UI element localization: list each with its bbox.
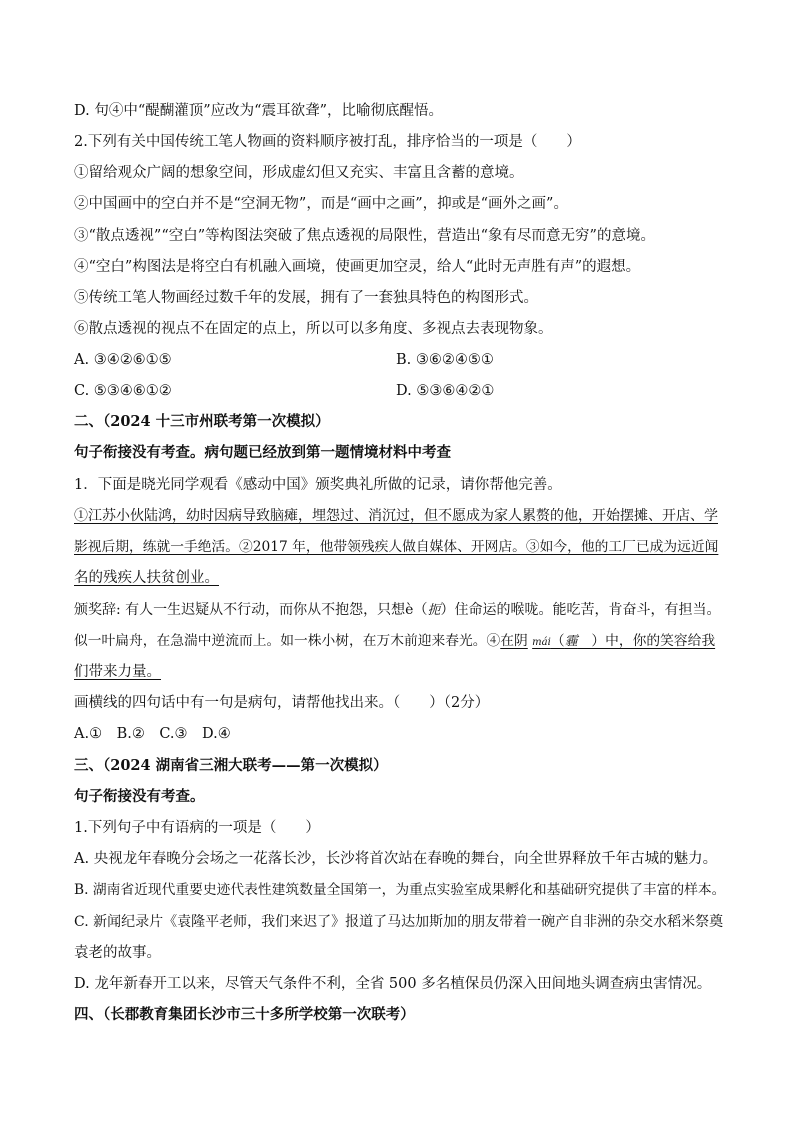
q2-item-4: ④“空白”构图法是将空白有机融入画境，使画更加空灵，给人“此时无声胜有声”的遐想。 <box>74 259 641 275</box>
q2-item-6: ⑥散点透视的视点不在固定的点上，所以可以多角度、多视点去表现物象。 <box>74 321 553 337</box>
award-line1-suffix: ）住命运的喉咙。能吃苦，肯奋斗，有担当。 <box>440 602 721 618</box>
q2-option-b: B. ③⑥②④⑤① <box>396 352 494 368</box>
q2-options-row-2 <box>74 381 724 401</box>
underlined-passage-line-2: 影视后期，练就一手绝活。②2017 年，他带领残疾人做自媒体、开网店。③如今，他的工厂已成为远近闻 <box>74 539 719 555</box>
underlined-passage-line-3: 名的残疾人扶贫创业。 <box>74 570 219 586</box>
section2-question: 画横线的四句话中有一句是病句，请帮他找出来。（ ）（2分） <box>74 695 490 711</box>
section3-option-c-line-1: C. 新闻纪录片《袁隆平老师，我们来迟了》报道了马达加斯加的朋友带着一碗产自非洲的杂交水稻米祭奠 <box>74 914 724 930</box>
section2-note: 句子衔接没有考查。病句题已经放到第一题情境材料中考查 <box>74 444 451 461</box>
underlined-passage-line-1: ①江苏小伙陆鸿，幼时因病导致脑瘫，埋怨过、消沉过，但不愿成为家人累赘的他，开始摆摊、开店、学 <box>74 508 718 524</box>
section3-option-c-line-2: 袁老的故事。 <box>74 945 161 961</box>
award-line2-underlined: 在阴 <box>500 633 528 649</box>
section3-note: 句子衔接没有考查。 <box>74 788 205 805</box>
section3-heading: 三、（2024 湖南省三湘大联考——第一次模拟） <box>74 757 388 774</box>
section3-option-d: D. 龙年新春开工以来，尽管天气条件不利，全省 500 多名植保员仍深入田间地头调查病虫害情况。 <box>74 976 712 992</box>
pinyin-mai: mái <box>532 637 551 648</box>
q2-item-5: ⑤传统工笔人物画经过数千年的发展，拥有了一套独具特色的构图形式。 <box>74 290 538 306</box>
section3-q1-stem: 1.下列句子中有语病的一项是（ ） <box>74 820 320 836</box>
award-speech-line-3: 们带来力量。 <box>74 664 161 680</box>
award-line1-prefix: 颁奖辞: 有人一生迟疑从不行动，而你从不抱怨，只想è（ <box>74 602 428 618</box>
prev-question-option-d: D. 句④中“醍醐灌顶”应改为“震耳欲聋”，比喻彻底醒悟。 <box>74 103 443 119</box>
award-line2-paren-open: （ <box>550 633 565 649</box>
section2-heading: 二、（2024 十三市州联考第一次模拟） <box>74 413 330 430</box>
q2-option-a: A. ③④②⑥①⑤ <box>74 352 172 368</box>
section3-option-a: A. 央视龙年春晚分会场之一花落长沙，长沙将首次站在春晚的舞台，向全世界释放千年古城的魅力。 <box>74 851 718 867</box>
award-line2-rest: ）中，你的笑容给我 <box>577 633 716 649</box>
award-line2-prefix: 似一叶扁舟，在急湍中逆流而上。如一株小树，在万木前迎来春光。④ <box>74 633 501 649</box>
q2-option-c: C. ⑤③④⑥①② <box>74 383 172 399</box>
handwritten-answer-mai: 霾 <box>564 634 578 649</box>
q2-stem: 2.下列有关中国传统工笔人物画的资料顺序被打乱，排序恰当的一项是（ ） <box>74 134 581 150</box>
award-speech-line-2 <box>74 631 724 653</box>
award-speech-line-1 <box>74 600 724 621</box>
section2-choices: A.① B.② C.③ D.④ <box>74 726 231 742</box>
section3-option-b: B. 湖南省近现代重要史迹代表性建筑数量全国第一，为重点实验室成果孵化和基础研究提供了丰富的样本。 <box>74 882 726 898</box>
q2-item-2: ②中国画中的空白并不是“空洞无物”，而是“画中之画”，抑或是“画外之画”。 <box>74 196 568 212</box>
section4-heading: 四、（长郡教育集团长沙市三十多所学校第一次联考） <box>74 1006 415 1023</box>
q2-item-1: ①留给观众广阔的想象空间，形成虚幻但又充实、丰富且含蓄的意境。 <box>74 165 524 181</box>
q2-item-3: ③“散点透视”“空白”等构图法突破了焦点透视的局限性，营造出“象有尽而意无穷”的意境。 <box>74 228 655 244</box>
handwritten-answer-e: 扼 <box>427 603 441 618</box>
q2-option-d: D. ⑤③⑥④②① <box>396 383 495 399</box>
section2-q1-stem: 1．下面是晓光同学观看《感动中国》颁奖典礼所做的记录，请你帮他完善。 <box>74 477 562 493</box>
q2-options-row-1 <box>74 350 724 370</box>
